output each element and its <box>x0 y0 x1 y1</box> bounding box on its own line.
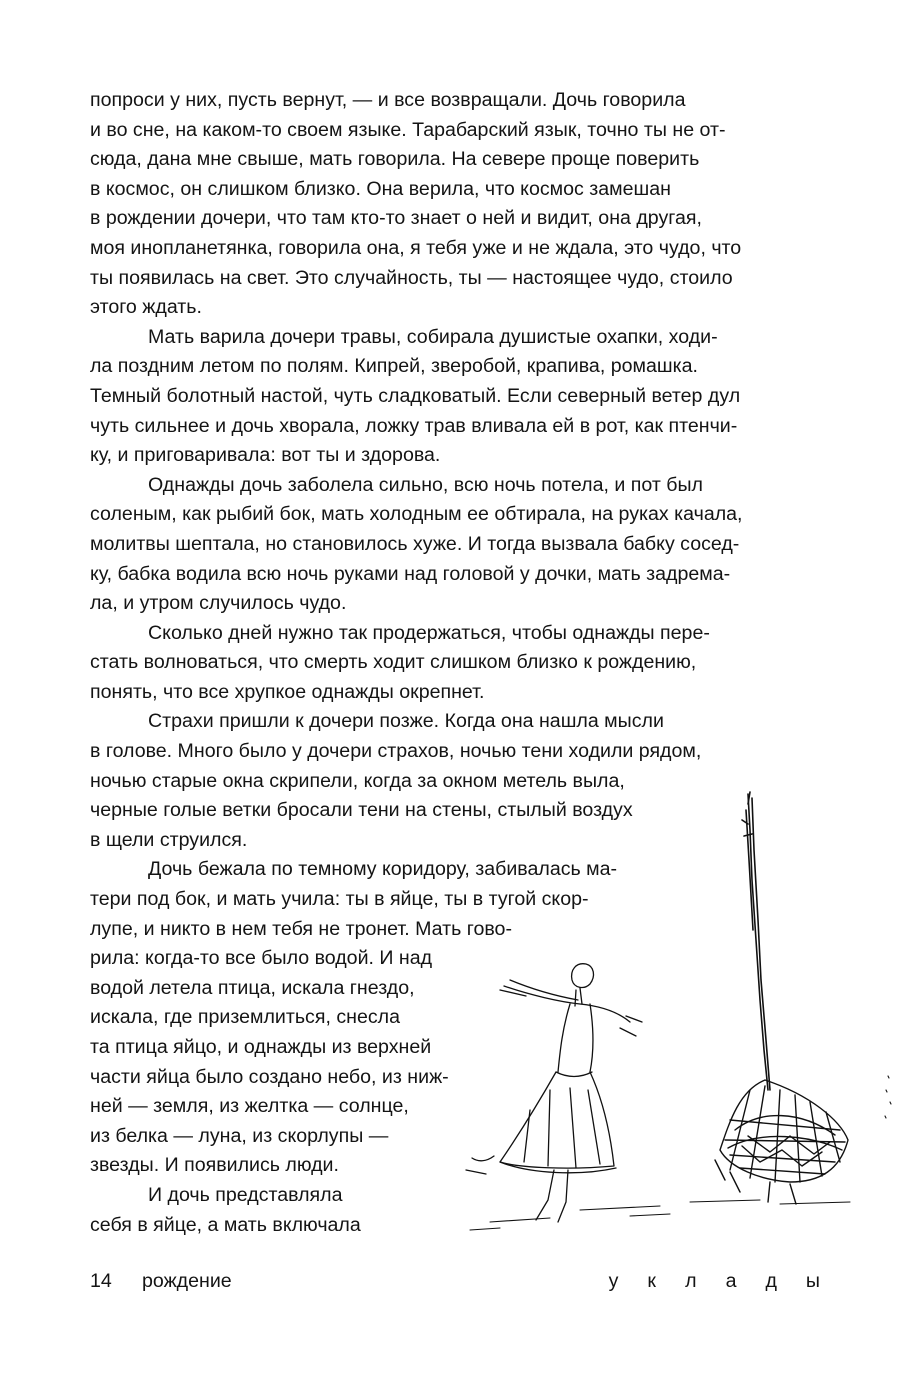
dancing-figure <box>466 964 642 1222</box>
text-line: чуть сильнее и дочь хворала, ложку трав вливала ей в рот, как птенчи- <box>90 414 738 437</box>
text-line: соленым, как рыбий бок, мать холодным ее обтирала, на руках качала, <box>90 503 743 526</box>
paragraph-first-line: Страхи пришли к дочери позже. Когда она нашла мысли <box>148 710 664 733</box>
running-head: уклады <box>608 1270 849 1292</box>
text-line: моя инопланетянка, говорила она, я тебя уже и не ждала, это чудо, что <box>90 236 742 259</box>
text-line: ты появилась на свет. Это случайность, ты — настоящее чудо, стоило <box>90 266 733 289</box>
text-line: водой летела птица, искала гнездо, <box>90 976 415 999</box>
text-line: ла поздним летом по полям. Кипрей, зверобой, крапива, ромашка. <box>90 355 698 378</box>
paragraph-first-line: И дочь представляла <box>148 1183 343 1206</box>
text-line: молитвы шептала, но становилось хуже. И тогда вызвала бабку сосед- <box>90 532 740 555</box>
page-number: 14 <box>90 1270 112 1292</box>
section-title: рождение <box>142 1270 232 1292</box>
text-line: тери под бок, и мать учила: ты в яйце, ты в тугой скор- <box>90 888 589 911</box>
paragraph-first-line: Однажды дочь заболела сильно, всю ночь потела, и пот был <box>148 473 703 496</box>
text-line: части яйца было создано небо, из ниж- <box>90 1065 449 1088</box>
ground-strokes <box>470 1076 891 1230</box>
text-line: сюда, дана мне свыше, мать говорила. На севере проще поверить <box>90 148 700 171</box>
text-line: рила: когда-то все было водой. И над <box>90 947 433 970</box>
broom-handle <box>742 792 770 1090</box>
text-line: этого ждать. <box>90 296 202 319</box>
ink-sketch-illustration <box>430 790 900 1250</box>
paragraph-first-line: Мать варила дочери травы, собирала душистые охапки, ходи- <box>148 325 718 348</box>
text-line: стать волноваться, что смерть ходит слишком близко к рождению, <box>90 651 697 674</box>
text-line: искала, где приземлиться, снесла <box>90 1006 400 1029</box>
text-line: в щели струился. <box>90 828 248 851</box>
text-line: себя в яйце, а мать включала <box>90 1213 361 1236</box>
paragraph-first-line: Дочь бежала по темному коридору, забивалась ма- <box>148 858 618 881</box>
text-line: ку, и приговаривала: вот ты и здорова. <box>90 444 441 467</box>
text-line: ночью старые окна скрипели, когда за окном метель выла, <box>90 769 625 792</box>
text-line: понять, что все хрупкое однажды окрепнет. <box>90 680 485 703</box>
text-line: лупе, и никто в нем тебя не тронет. Мать гово- <box>90 917 512 940</box>
paragraph-first-line: Сколько дней нужно так продержаться, чтобы однажды пере- <box>148 621 710 644</box>
text-line: в космос, он слишком близко. Она верила, что космос замешан <box>90 177 671 200</box>
text-line: и во сне, на каком-то своем языке. Тарабарский язык, точно ты не от- <box>90 118 726 141</box>
text-line: Темный болотный настой, чуть сладковатый. Если северный ветер дул <box>90 384 741 407</box>
broom-head <box>715 1080 848 1204</box>
text-line: ку, бабка водила всю ночь руками над головой у дочки, мать задрема- <box>90 562 731 585</box>
text-line: в голове. Много было у дочери страхов, ночью тени ходили рядом, <box>90 740 702 763</box>
text-line: попроси у них, пусть вернут, — и все возвращали. Дочь говорила <box>90 89 686 111</box>
text-line: звезды. И появились люди. <box>90 1154 339 1177</box>
text-line: в рождении дочери, что там кто-то знает о ней и видит, она другая, <box>90 207 702 230</box>
text-line: ней — земля, из желтка — солнце, <box>90 1095 409 1118</box>
page-footer <box>90 1266 849 1296</box>
text-line: из белка — луна, из скорлупы — <box>90 1124 389 1147</box>
text-line: ла, и утром случилось чудо. <box>90 592 347 615</box>
text-line: черные голые ветки бросали тени на стены, стылый воздух <box>90 799 633 822</box>
text-line: та птица яйцо, и однажды из верхней <box>90 1036 432 1058</box>
